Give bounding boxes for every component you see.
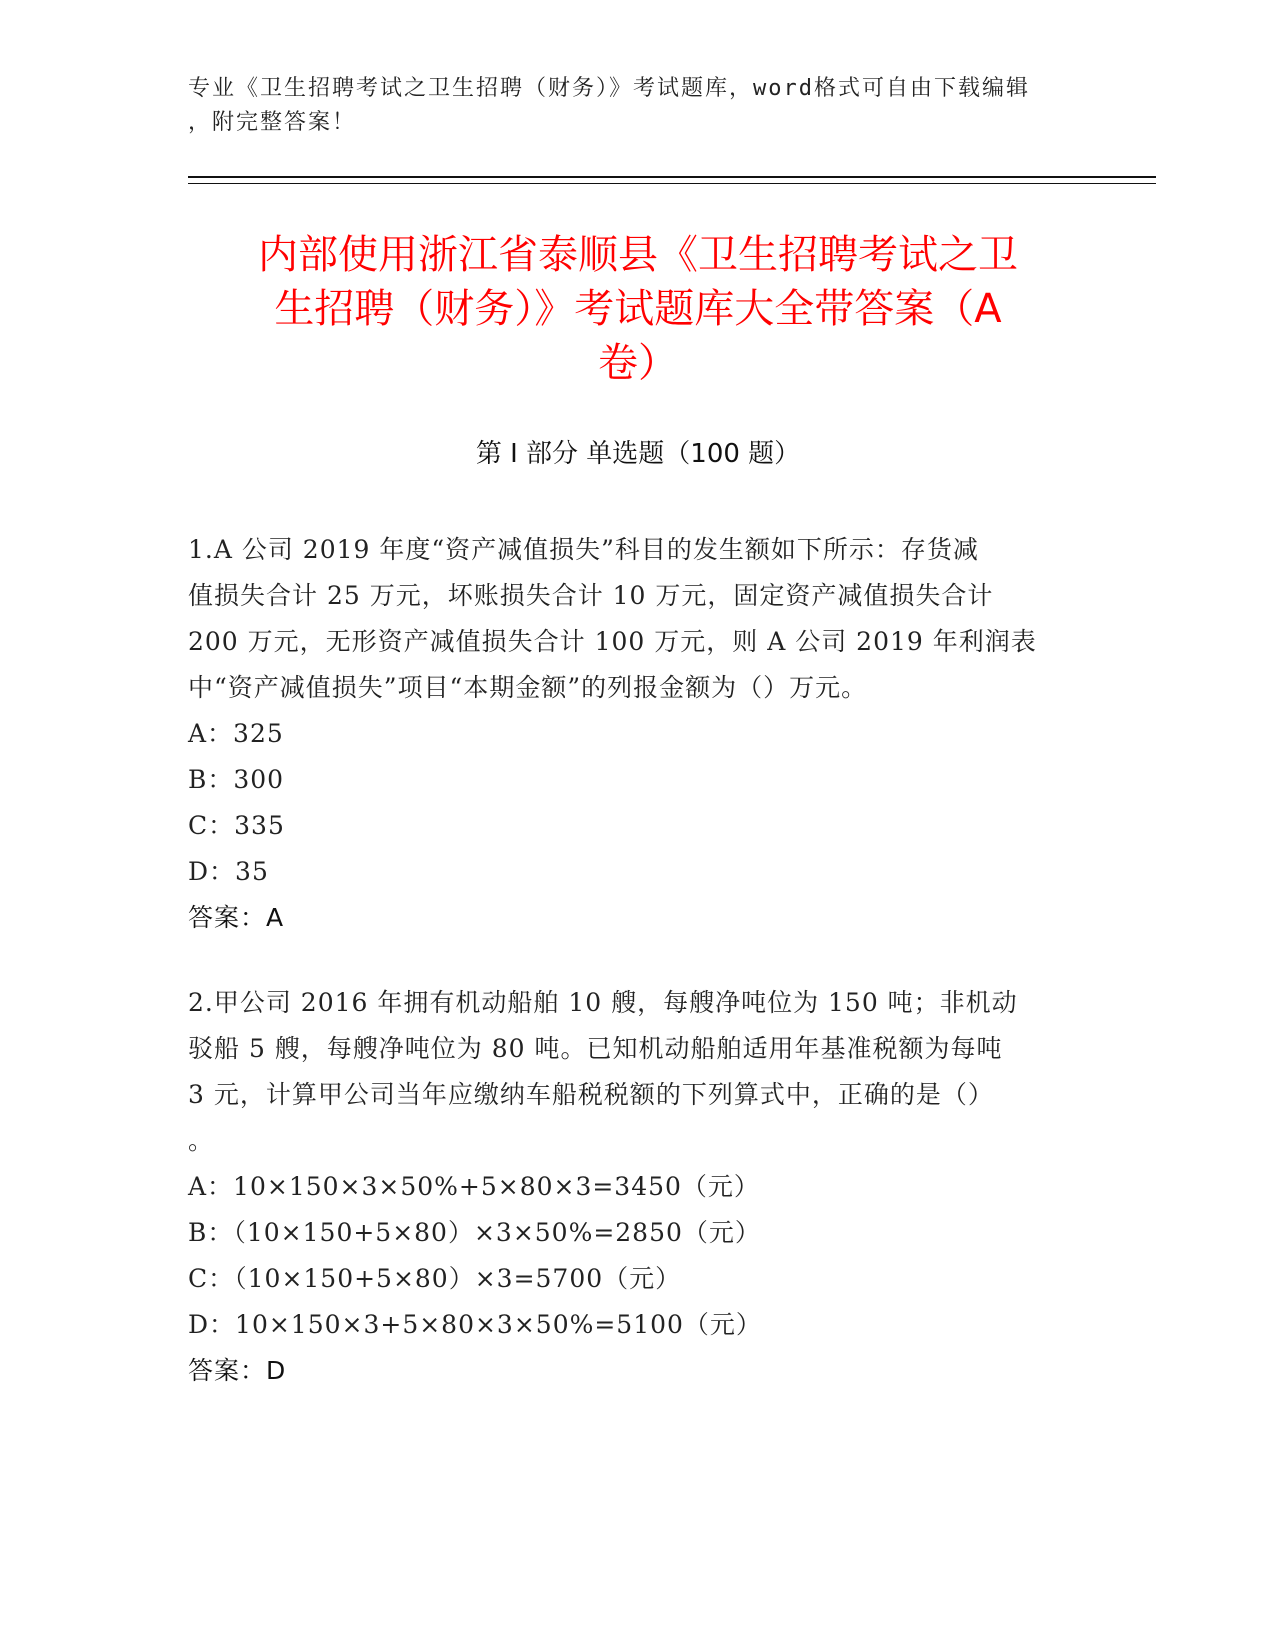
option-a: A：10×150×3×50%+5×80×3=3450（元） [188,1172,760,1201]
question-stem-line: 。 [188,1126,215,1155]
question-2 [188,980,1078,1394]
section-heading: 第 I 部分 单选题（100 题） [475,439,801,469]
option-c: C：（10×150+5×80）×3=5700（元） [188,1264,682,1293]
question-stem-line: 3 元，计算甲公司当年应缴纳车船税税额的下列算式中，正确的是（） [188,1080,994,1109]
question-stem-line: 中“资产减值损失”项目“本期金额”的列报金额为（）万元。 [188,673,868,702]
question-1 [188,527,1078,941]
title-line: 内部使用浙江省泰顺县《卫生招聘考试之卫 [258,232,1018,278]
option-d: D：10×150×3+5×80×3×50%=5100（元） [188,1310,762,1339]
option-b: B：300 [188,765,285,794]
header-note [188,72,1068,140]
header-divider-thick [188,176,1156,178]
question-stem-line: 2.甲公司 2016 年拥有机动船舶 10 艘，每艘净吨位为 150 吨；非机动 [188,988,1018,1017]
question-stem-line: 值损失合计 25 万元，坏账损失合计 10 万元，固定资产减值损失合计 [188,581,994,610]
option-b: B：（10×150+5×80）×3×50%=2850（元） [188,1218,761,1247]
answer-label: 答案：D [188,1356,287,1385]
answer-label: 答案：A [188,903,285,932]
question-stem-line: 200 万元，无形资产减值损失合计 100 万元，则 A 公司 2019 年利润表 [188,627,1037,656]
header-divider-thin [188,183,1156,184]
option-c: C：335 [188,811,285,840]
question-stem-line: 驳船 5 艘，每艘净吨位为 80 吨。已知机动船舶适用年基准税额为每吨 [188,1034,1003,1063]
title-line: 卷） [598,340,678,386]
option-d: D：35 [188,857,269,886]
document-title [188,228,1088,390]
title-line: 生招聘（财务）》考试题库大全带答案（A [274,286,1002,332]
option-a: A：325 [188,719,284,748]
header-note-line: 专业《卫生招聘考试之卫生招聘（财务）》考试题库，word格式可自由下载编辑 [188,76,1030,101]
header-note-line: ，附完整答案！ [188,110,357,135]
question-stem-line: 1.A 公司 2019 年度“资产减值损失”科目的发生额如下所示：存货减 [188,535,979,564]
